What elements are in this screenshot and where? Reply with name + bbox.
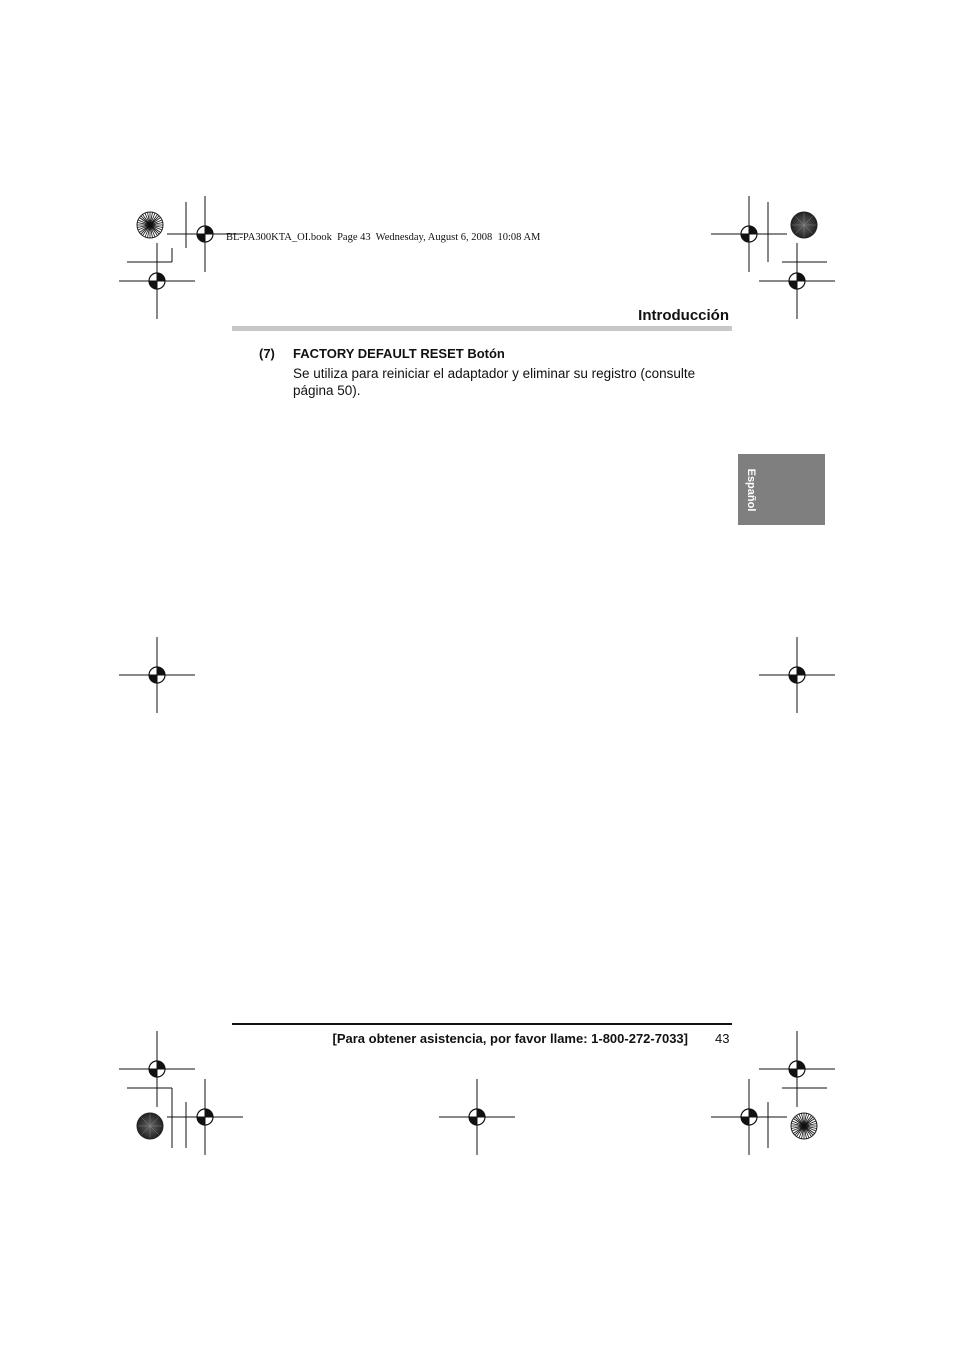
section-title: Introducción: [638, 307, 729, 324]
page-number: 43: [715, 1031, 730, 1046]
footer-rule: [232, 1023, 732, 1025]
title-rule: [232, 326, 732, 331]
color-wheel-icon: [791, 212, 817, 238]
file-info-line: BL-PA300KTA_OI.book Page 43 Wednesday, August 6, 2008 10:08 AM: [226, 232, 541, 243]
registration-mark-icon: [167, 1079, 243, 1155]
registration-mark-icon: [119, 243, 195, 319]
crop-mark-icon: [127, 202, 827, 1148]
registration-mark-icon: [759, 243, 835, 319]
registration-mark-icon: [759, 637, 835, 713]
item-description: Se utiliza para reiniciar el adaptador y eliminar su registro (consulte página 50).: [293, 366, 696, 398]
item-title: FACTORY DEFAULT RESET Botón: [293, 346, 505, 361]
registration-mark-icon: [711, 196, 787, 272]
item-number: (7): [259, 346, 275, 361]
registration-mark-icon: [439, 1079, 515, 1155]
registration-mark-icon: [759, 1031, 835, 1107]
support-text: [Para obtener asistencia, por favor llame: 1-800-272-7033]: [332, 1031, 688, 1046]
language-tab-label: Español: [745, 468, 757, 512]
color-wheel-icon: [791, 1113, 817, 1139]
registration-mark-icon: [119, 1031, 195, 1107]
color-wheel-icon: [137, 212, 163, 238]
color-wheel-icon: [137, 1113, 163, 1139]
registration-mark-icon: [711, 1079, 787, 1155]
registration-mark-icon: [119, 637, 195, 713]
